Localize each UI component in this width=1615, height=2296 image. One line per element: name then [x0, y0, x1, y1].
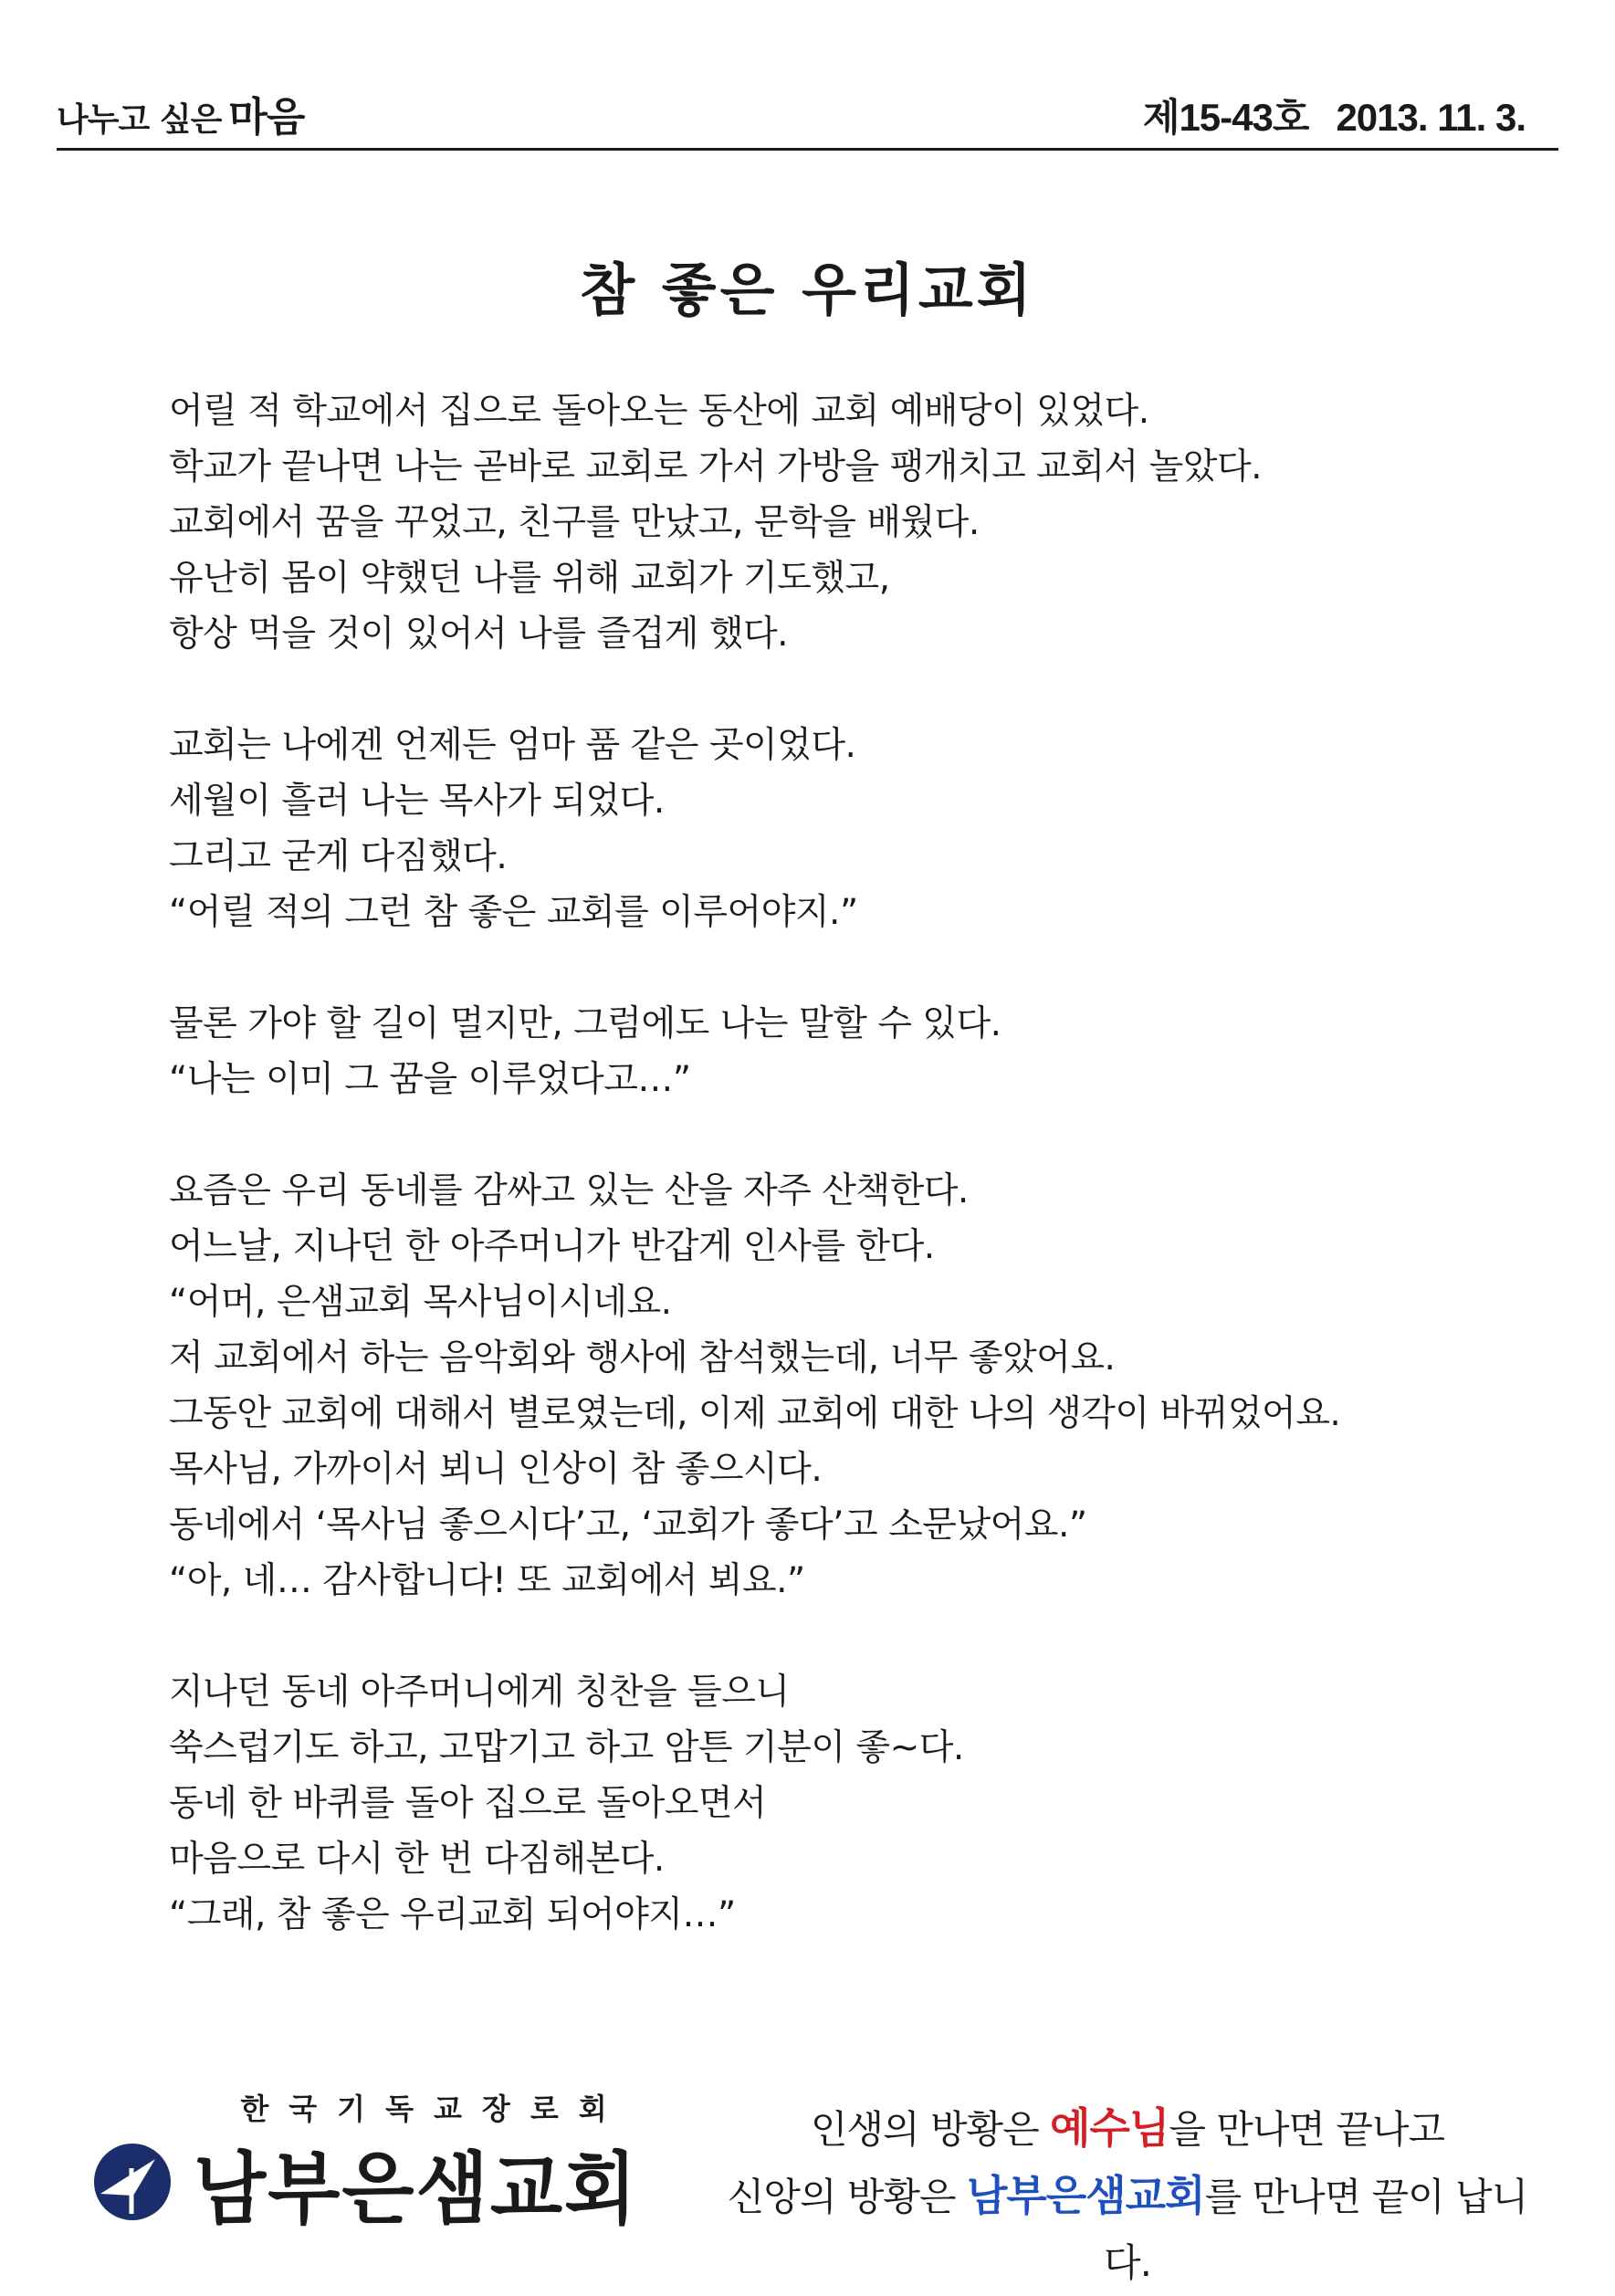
- slogan-line-2-start: 신앙의 방황은: [727, 2175, 967, 2219]
- slogan-line-1-end: 을 만나면 끝나고: [1169, 2107, 1445, 2152]
- issue-info: [1143, 88, 1526, 142]
- series-title-emphasis: 마음: [228, 94, 305, 141]
- slogan-line-1-emphasis: 예수님: [1050, 2103, 1169, 2153]
- text-line: 물론 가야 할 길이 멀지만, 그럼에도 나는 말할 수 있다.: [169, 1003, 1002, 1044]
- text-line: 어느날, 지나던 한 아주머니가 반갑게 인사를 한다.: [169, 1226, 935, 1267]
- church-logo: [91, 2086, 648, 2236]
- text-line: “나는 이미 그 꿈을 이루었다고…”: [169, 1059, 691, 1100]
- text-line: 유난히 몸이 약했던 나를 위해 교회가 기도했고,: [169, 558, 890, 599]
- slogan-line-2: [721, 2163, 1534, 2296]
- denomination-name: 한국기독교장로회: [240, 2092, 627, 2126]
- slogan-line-1-start: 인생의 방황은: [810, 2107, 1051, 2152]
- slogan-line-1: [721, 2095, 1534, 2163]
- text-line: 요즘은 우리 동네를 감싸고 있는 산을 자주 산책한다.: [169, 1170, 969, 1211]
- issue-date: 2013. 11. 3.: [1336, 96, 1526, 139]
- text-line: 학교가 끝나면 나는 곧바로 교회로 가서 가방을 팽개치고 교회서 놀았다.: [169, 446, 1263, 488]
- text-line: 동네 한 바퀴를 돌아 집으로 돌아오면서: [169, 1783, 767, 1824]
- paragraph: [169, 383, 1520, 662]
- text-line: 그동안 교회에 대해서 별로였는데, 이제 교회에 대한 나의 생각이 바뀌었어요.: [169, 1393, 1341, 1434]
- paragraph: [169, 996, 1520, 1107]
- column-body: [169, 383, 1520, 1998]
- paragraph: [169, 1664, 1520, 1943]
- slogan-line-2-emphasis: 남부은샘교회: [966, 2171, 1205, 2220]
- text-line: 세월이 흘러 나는 목사가 되었다.: [169, 781, 665, 822]
- text-line: 동네에서 ‘목사님 좋으시다’고, ‘교회가 좋다’고 소문났어요.”: [169, 1504, 1087, 1546]
- series-title-text: 나누고 싶은: [57, 101, 222, 139]
- slogan-line-2-end: 를 만나면 끝이 납니다.: [1104, 2175, 1528, 2285]
- church-slogan: [721, 2095, 1534, 2296]
- paragraph: [169, 1163, 1520, 1609]
- text-line: 쑥스럽기도 하고, 고맙기고 하고 암튼 기분이 좋~다.: [169, 1727, 964, 1768]
- church-emblem-icon: [91, 2141, 173, 2223]
- text-line: 목사님, 가까이서 뵈니 인상이 참 좋으시다.: [169, 1449, 823, 1490]
- text-line: 항상 먹을 것이 있어서 나를 즐겁게 했다.: [169, 613, 789, 655]
- text-line: “그래, 참 좋은 우리교회 되어야지…”: [169, 1894, 736, 1935]
- page-header: [57, 75, 1558, 151]
- text-line: 지나던 동네 아주머니에게 칭찬을 들으니: [169, 1672, 790, 1713]
- church-name: 남부은샘교회: [194, 2144, 639, 2236]
- text-line: “어머, 은샘교회 목사님이시네요.: [169, 1282, 672, 1323]
- text-line: “아, 네… 감사합니다! 또 교회에서 뵈요.”: [169, 1560, 805, 1601]
- text-line: 그리고 굳게 다짐했다.: [169, 836, 508, 877]
- text-line: 교회는 나에겐 언제든 엄마 품 같은 곳이었다.: [169, 725, 856, 766]
- issue-number: 제15-43호: [1142, 96, 1309, 139]
- text-line: 마음으로 다시 한 번 다짐해본다.: [169, 1839, 665, 1880]
- text-line: 교회에서 꿈을 꾸었고, 친구를 만났고, 문학을 배웠다.: [169, 502, 980, 543]
- text-line: 저 교회에서 하는 음악회와 행사에 참석했는데, 너무 좋았어요.: [169, 1337, 1116, 1379]
- page-title: 참 좋은 우리교회: [580, 257, 1035, 323]
- text-line: “어릴 적의 그런 참 좋은 교회를 이루어야지.”: [169, 892, 858, 933]
- series-title: [57, 84, 304, 142]
- text-line: 어릴 적 학교에서 집으로 돌아오는 동산에 교회 예배당이 있었다.: [169, 391, 1149, 432]
- paragraph: [169, 718, 1520, 940]
